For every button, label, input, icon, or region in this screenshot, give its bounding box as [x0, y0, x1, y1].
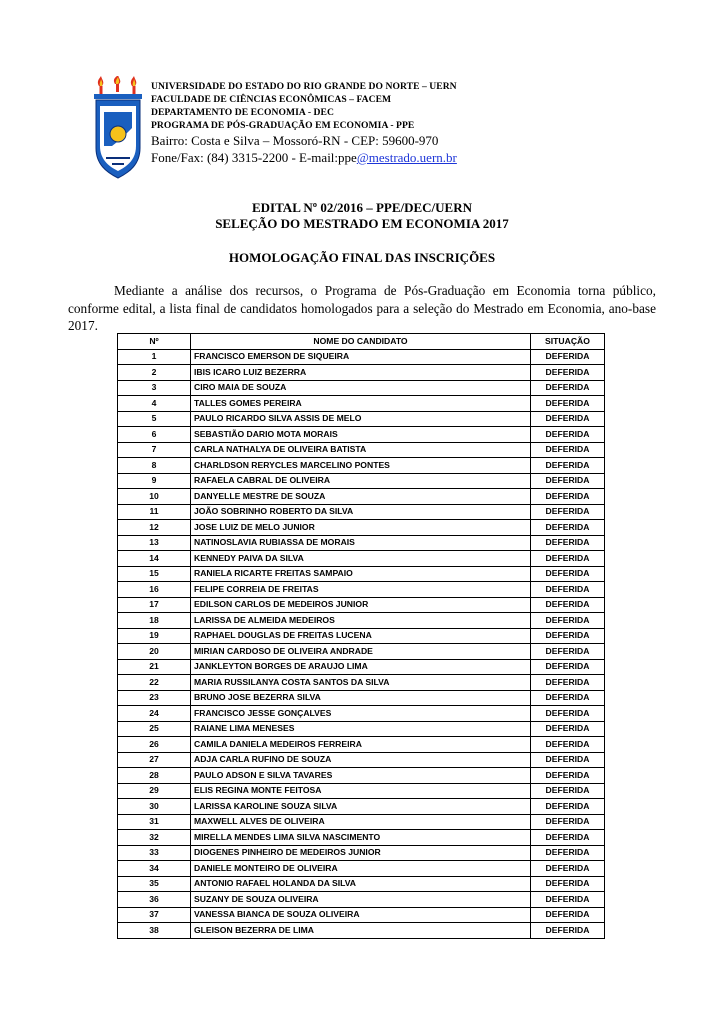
header-phone: Fone/Fax: (84) 3315-2200 - E-mail:ppe [151, 150, 357, 165]
status-cell: DEFERIDA [531, 783, 605, 799]
candidate-name: ADJA CARLA RUFINO DE SOUZA [191, 752, 531, 768]
status-cell: DEFERIDA [531, 814, 605, 830]
table-row [118, 861, 605, 877]
row-number: 16 [118, 582, 191, 598]
status-cell: DEFERIDA [531, 520, 605, 536]
status-cell: DEFERIDA [531, 551, 605, 567]
table-row [118, 675, 605, 691]
row-number: 9 [118, 473, 191, 489]
table-row [118, 396, 605, 412]
candidate-name: DANYELLE MESTRE DE SOUZA [191, 489, 531, 505]
table-row [118, 582, 605, 598]
table-row [118, 845, 605, 861]
selection-title: SELEÇÃO DO MESTRADO EM ECONOMIA 2017 [215, 216, 509, 231]
row-number: 31 [118, 814, 191, 830]
intro-text: Mediante a análise dos recursos, o Programa de Pós-Graduação em Economia torna público, conforme edital, a lista final de candidatos homologados para a seleção do Mestrado em Economia, ano-base 2017. [68, 283, 656, 333]
row-number: 17 [118, 597, 191, 613]
row-number: 38 [118, 923, 191, 939]
status-cell: DEFERIDA [531, 861, 605, 877]
table-row [118, 644, 605, 660]
table-row [118, 737, 605, 753]
candidate-name: MIRELLA MENDES LIMA SILVA NASCIMENTO [191, 830, 531, 846]
row-number: 14 [118, 551, 191, 567]
status-cell: DEFERIDA [531, 876, 605, 892]
status-cell: DEFERIDA [531, 628, 605, 644]
row-number: 13 [118, 535, 191, 551]
status-cell: DEFERIDA [531, 644, 605, 660]
table-body [118, 349, 605, 938]
row-number: 12 [118, 520, 191, 536]
status-cell: DEFERIDA [531, 613, 605, 629]
candidate-name: CAMILA DANIELA MEDEIROS FERREIRA [191, 737, 531, 753]
candidate-name: DIOGENES PINHEIRO DE MEDEIROS JUNIOR [191, 845, 531, 861]
status-cell: DEFERIDA [531, 380, 605, 396]
table-row [118, 504, 605, 520]
header-department-name: DEPARTAMENTO DE ECONOMIA - DEC [151, 107, 334, 118]
table-row [118, 535, 605, 551]
candidate-name: LARISSA DE ALMEIDA MEDEIROS [191, 613, 531, 629]
table-row [118, 411, 605, 427]
table-row [118, 380, 605, 396]
candidate-name: PAULO ADSON E SILVA TAVARES [191, 768, 531, 784]
row-number: 15 [118, 566, 191, 582]
row-number: 5 [118, 411, 191, 427]
header-program-name: PROGRAMA DE PÓS-GRADUAÇÃO EM ECONOMIA - PPE [151, 120, 415, 131]
row-number: 28 [118, 768, 191, 784]
table-row [118, 830, 605, 846]
candidate-name: RAFAELA CABRAL DE OLIVEIRA [191, 473, 531, 489]
column-header-name: NOME DO CANDIDATO [191, 334, 531, 350]
header-faculty-name: FACULDADE DE CIÊNCIAS ECONÔMICAS – FACEM [151, 94, 392, 105]
table-row [118, 427, 605, 443]
table-row [118, 892, 605, 908]
table-row [118, 365, 605, 381]
candidate-name: SEBASTIÃO DARIO MOTA MORAIS [191, 427, 531, 443]
status-cell: DEFERIDA [531, 923, 605, 939]
row-number: 11 [118, 504, 191, 520]
candidate-name: FELIPE CORREIA DE FREITAS [191, 582, 531, 598]
status-cell: DEFERIDA [531, 582, 605, 598]
status-cell: DEFERIDA [531, 365, 605, 381]
status-cell: DEFERIDA [531, 659, 605, 675]
table-row [118, 628, 605, 644]
table-row [118, 458, 605, 474]
candidate-name: RAPHAEL DOUGLAS DE FREITAS LUCENA [191, 628, 531, 644]
status-cell: DEFERIDA [531, 830, 605, 846]
row-number: 1 [118, 349, 191, 365]
row-number: 2 [118, 365, 191, 381]
status-cell: DEFERIDA [531, 458, 605, 474]
candidate-name: RANIELA RICARTE FREITAS SAMPAIO [191, 566, 531, 582]
candidate-name: LARISSA KAROLINE SOUZA SILVA [191, 799, 531, 815]
header-address: Bairro: Costa e Silva – Mossoró-RN - CEP: 59600-970 [151, 133, 439, 148]
candidate-name: SUZANY DE SOUZA OLIVEIRA [191, 892, 531, 908]
candidate-name: JANKLEYTON BORGES DE ARAUJO LIMA [191, 659, 531, 675]
candidate-name: JOÃO SOBRINHO ROBERTO DA SILVA [191, 504, 531, 520]
status-cell: DEFERIDA [531, 535, 605, 551]
candidates-table [117, 333, 605, 939]
row-number: 10 [118, 489, 191, 505]
status-cell: DEFERIDA [531, 845, 605, 861]
column-header-number: Nº [118, 334, 191, 350]
status-cell: DEFERIDA [531, 396, 605, 412]
status-cell: DEFERIDA [531, 892, 605, 908]
candidate-name: FRANCISCO EMERSON DE SIQUEIRA [191, 349, 531, 365]
candidate-name: KENNEDY PAIVA DA SILVA [191, 551, 531, 567]
candidate-name: VANESSA BIANCA DE SOUZA OLIVEIRA [191, 907, 531, 923]
row-number: 35 [118, 876, 191, 892]
candidate-name: ELIS REGINA MONTE FEITOSA [191, 783, 531, 799]
email-link[interactable]: @mestrado.uern.br [356, 150, 457, 165]
row-number: 21 [118, 659, 191, 675]
torch-icon [98, 76, 103, 94]
candidate-name: BRUNO JOSE BEZERRA SILVA [191, 690, 531, 706]
torch-icon [114, 76, 120, 92]
header-university-name: UNIVERSIDADE DO ESTADO DO RIO GRANDE DO NORTE – UERN [151, 81, 457, 92]
table-row [118, 752, 605, 768]
table-row [118, 690, 605, 706]
row-number: 23 [118, 690, 191, 706]
university-crest-logo [92, 76, 144, 180]
status-cell: DEFERIDA [531, 489, 605, 505]
status-cell: DEFERIDA [531, 566, 605, 582]
candidate-name: MARIA RUSSILANYA COSTA SANTOS DA SILVA [191, 675, 531, 691]
candidate-name: GLEISON BEZERRA DE LIMA [191, 923, 531, 939]
table-row [118, 876, 605, 892]
candidate-name: ANTONIO RAFAEL HOLANDA DA SILVA [191, 876, 531, 892]
table-row [118, 706, 605, 722]
table-row [118, 799, 605, 815]
table-row [118, 349, 605, 365]
row-number: 36 [118, 892, 191, 908]
status-cell: DEFERIDA [531, 737, 605, 753]
table-row [118, 597, 605, 613]
candidate-name: DANIELE MONTEIRO DE OLIVEIRA [191, 861, 531, 877]
candidate-name: FRANCISCO JESSE GONÇALVES [191, 706, 531, 722]
table-row [118, 783, 605, 799]
candidate-name: MIRIAN CARDOSO DE OLIVEIRA ANDRADE [191, 644, 531, 660]
table-row [118, 442, 605, 458]
status-cell: DEFERIDA [531, 721, 605, 737]
candidate-name: IBIS ICARO LUIZ BEZERRA [191, 365, 531, 381]
row-number: 32 [118, 830, 191, 846]
row-number: 20 [118, 644, 191, 660]
homologation-title: HOMOLOGAÇÃO FINAL DAS INSCRIÇÕES [228, 250, 496, 265]
status-cell: DEFERIDA [531, 427, 605, 443]
status-cell: DEFERIDA [531, 473, 605, 489]
row-number: 26 [118, 737, 191, 753]
row-number: 3 [118, 380, 191, 396]
intro-paragraph [68, 282, 656, 335]
table-row [118, 551, 605, 567]
candidate-name: NATINOSLAVIA RUBIASSA DE MORAIS [191, 535, 531, 551]
status-cell: DEFERIDA [531, 706, 605, 722]
edital-title: EDITAL Nº 02/2016 – PPE/DEC/UERN [251, 200, 473, 215]
status-cell: DEFERIDA [531, 411, 605, 427]
candidate-name: EDILSON CARLOS DE MEDEIROS JUNIOR [191, 597, 531, 613]
row-number: 4 [118, 396, 191, 412]
row-number: 24 [118, 706, 191, 722]
candidate-name: JOSE LUIZ DE MELO JUNIOR [191, 520, 531, 536]
row-number: 19 [118, 628, 191, 644]
candidate-name: CARLA NATHALYA DE OLIVEIRA BATISTA [191, 442, 531, 458]
row-number: 33 [118, 845, 191, 861]
status-cell: DEFERIDA [531, 907, 605, 923]
header-contact [151, 150, 457, 166]
status-cell: DEFERIDA [531, 690, 605, 706]
candidate-name: CHARLDSON RERYCLES MARCELINO PONTES [191, 458, 531, 474]
torch-icon [131, 76, 136, 94]
row-number: 30 [118, 799, 191, 815]
status-cell: DEFERIDA [531, 504, 605, 520]
row-number: 6 [118, 427, 191, 443]
table-row [118, 721, 605, 737]
status-cell: DEFERIDA [531, 768, 605, 784]
status-cell: DEFERIDA [531, 349, 605, 365]
row-number: 22 [118, 675, 191, 691]
status-cell: DEFERIDA [531, 442, 605, 458]
row-number: 18 [118, 613, 191, 629]
table-row [118, 613, 605, 629]
status-cell: DEFERIDA [531, 597, 605, 613]
table-header-row [118, 334, 605, 350]
candidate-name: PAULO RICARDO SILVA ASSIS DE MELO [191, 411, 531, 427]
table-row [118, 923, 605, 939]
table-row [118, 907, 605, 923]
candidate-name: RAIANE LIMA MENESES [191, 721, 531, 737]
column-header-status: SITUAÇÃO [531, 334, 605, 350]
row-number: 8 [118, 458, 191, 474]
table-row [118, 566, 605, 582]
status-cell: DEFERIDA [531, 675, 605, 691]
table-row [118, 659, 605, 675]
table-row [118, 814, 605, 830]
candidate-name: CIRO MAIA DE SOUZA [191, 380, 531, 396]
row-number: 7 [118, 442, 191, 458]
row-number: 37 [118, 907, 191, 923]
row-number: 25 [118, 721, 191, 737]
row-number: 27 [118, 752, 191, 768]
candidate-name: MAXWELL ALVES DE OLIVEIRA [191, 814, 531, 830]
status-cell: DEFERIDA [531, 799, 605, 815]
table-row [118, 768, 605, 784]
table-row [118, 473, 605, 489]
row-number: 29 [118, 783, 191, 799]
table-row [118, 489, 605, 505]
table-row [118, 520, 605, 536]
status-cell: DEFERIDA [531, 752, 605, 768]
candidate-name: TALLES GOMES PEREIRA [191, 396, 531, 412]
row-number: 34 [118, 861, 191, 877]
